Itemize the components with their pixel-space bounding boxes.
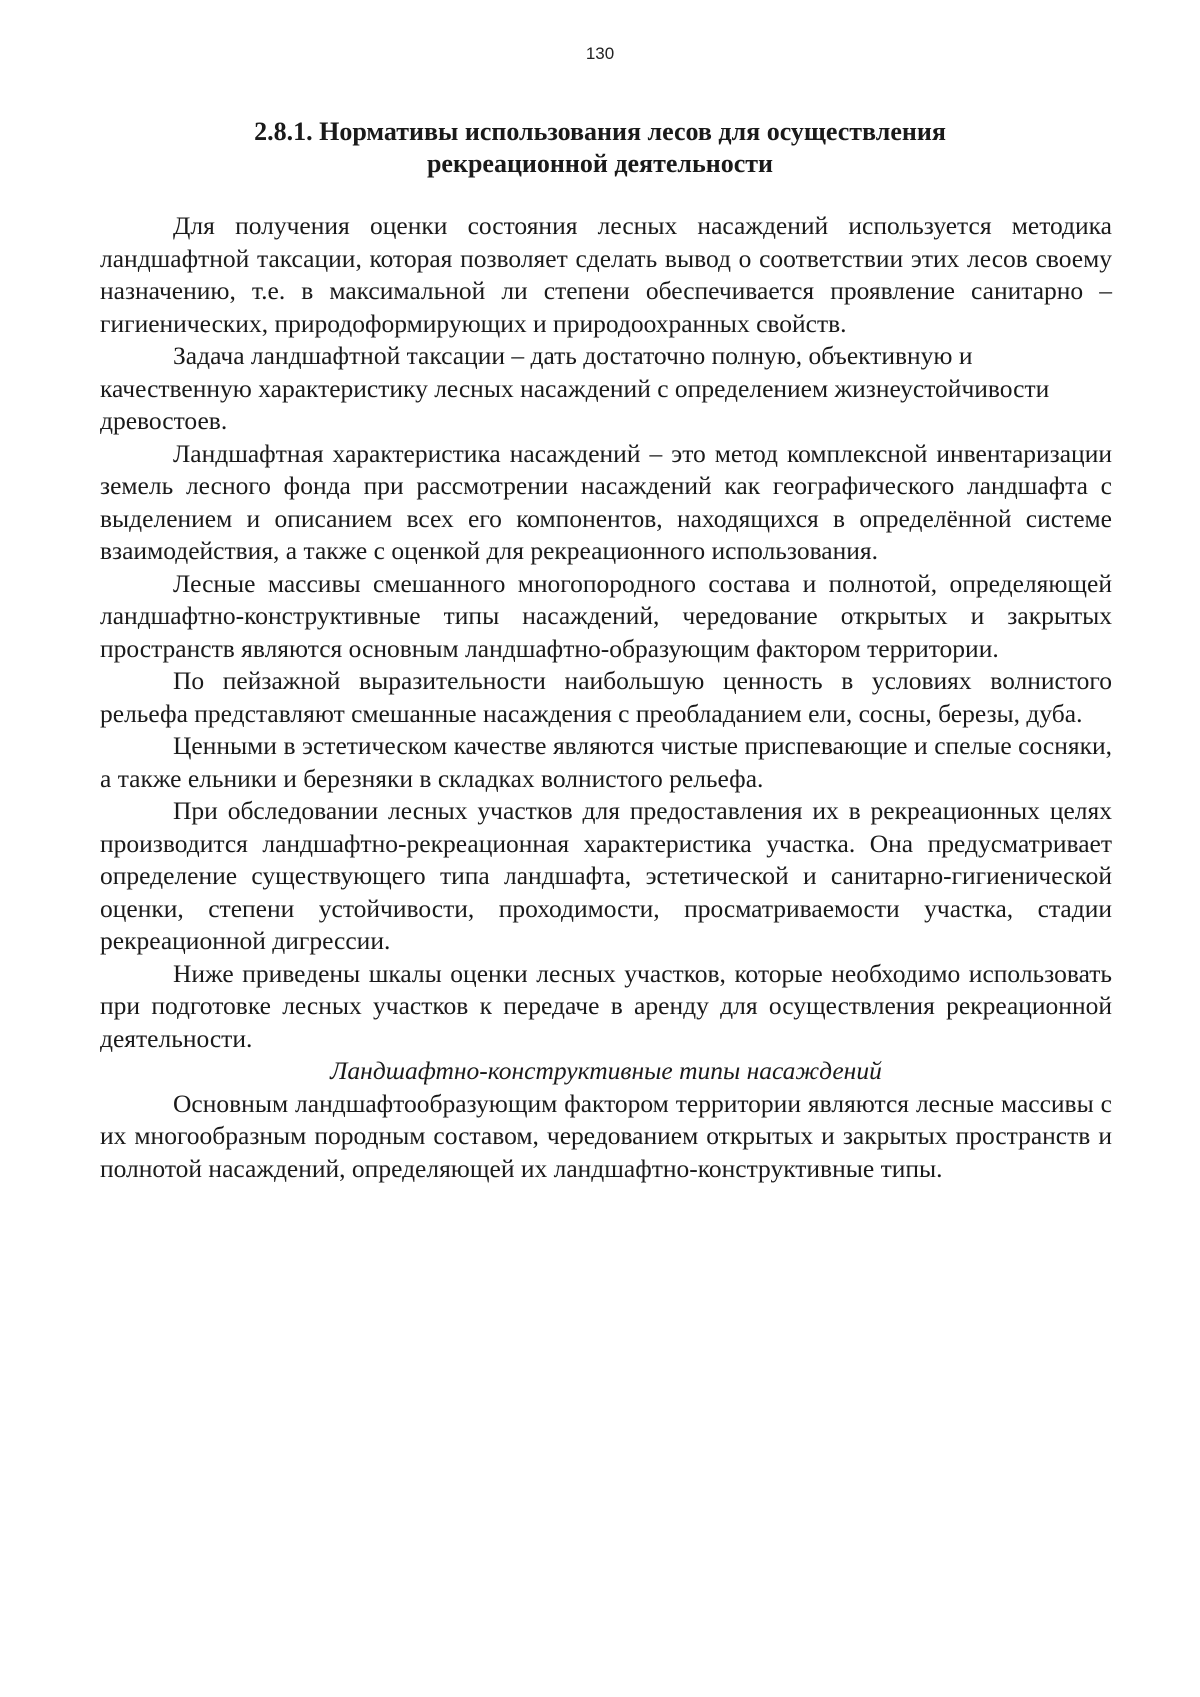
paragraph: Ценными в эстетическом качестве являются чистые приспевающие и спелые сосняки, а также ельники и березняки в складках волнистого рельефа.	[100, 731, 1112, 793]
document-body	[100, 210, 1112, 1185]
paragraph: Ниже приведены шкалы оценки лесных участков, которые необходимо использовать при подготовке лесных участков к передаче в аренду для осуществления рекреационной деятельности.	[100, 958, 1112, 1053]
paragraph: Ландшафтная характеристика насаждений – это метод комплексной инвентаризации земель лесного фонда при рассмотрении насаждений как географического ландшафта с выделением и описанием всех его компонентов, находящихся в определённой системе взаимодействия, а также с оценкой для рекреационного использования.	[100, 438, 1112, 565]
paragraph: Для получения оценки состояния лесных насаждений используется методика ландшафтной таксации, которая позволяет сделать вывод о соответствии этих лесов своему назначению, т.е. в максимальной ли степени обеспечивается проявление санитарно – гигиенических, природоформирующих и природоохранных свойств.	[100, 211, 1112, 338]
section-heading-line-2: рекреационной деятельности	[426, 149, 774, 178]
paragraph: Лесные массивы смешанного многопородного состава и полнотой, определяющей ландшафтно-конструктивные типы насаждений, чередование открытых и закрытых пространств являются основным ландшафтно-образующим фактором территории.	[100, 568, 1112, 663]
page-number: 130	[585, 44, 615, 63]
section-heading	[100, 116, 1100, 180]
paragraph: При обследовании лесных участков для предоставления их в рекреационных целях производится ландшафтно-рекреационная характеристика участка. Она предусматривает определение существующего типа ландшафта, эстетической и санитарно-гигиенической оценки, степени устойчивости, проходимости, просматриваемости участка, стадии рекреационной дигрессии.	[100, 796, 1112, 955]
section-heading-line-1: 2.8.1. Нормативы использования лесов для осуществления	[254, 117, 946, 146]
paragraph: По пейзажной выразительности наибольшую ценность в условиях волнистого рельефа представляют смешанные насаждения с преобладанием ели, сосны, березы, дуба.	[100, 666, 1112, 728]
subheading: Ландшафтно-конструктивные типы насаждений	[330, 1056, 882, 1085]
paragraph: Основным ландшафтообразующим фактором территории являются лесные массивы с их многообразным породным составом, чередованием открытых и закрытых пространств и полнотой насаждений, определяющей их ландшафтно-конструктивные типы.	[100, 1088, 1112, 1183]
paragraph: Задача ландшафтной таксации – дать достаточно полную, объективную и качественную характеристику лесных насаждений с определением жизнеустойчивости древостоев.	[100, 341, 1050, 435]
